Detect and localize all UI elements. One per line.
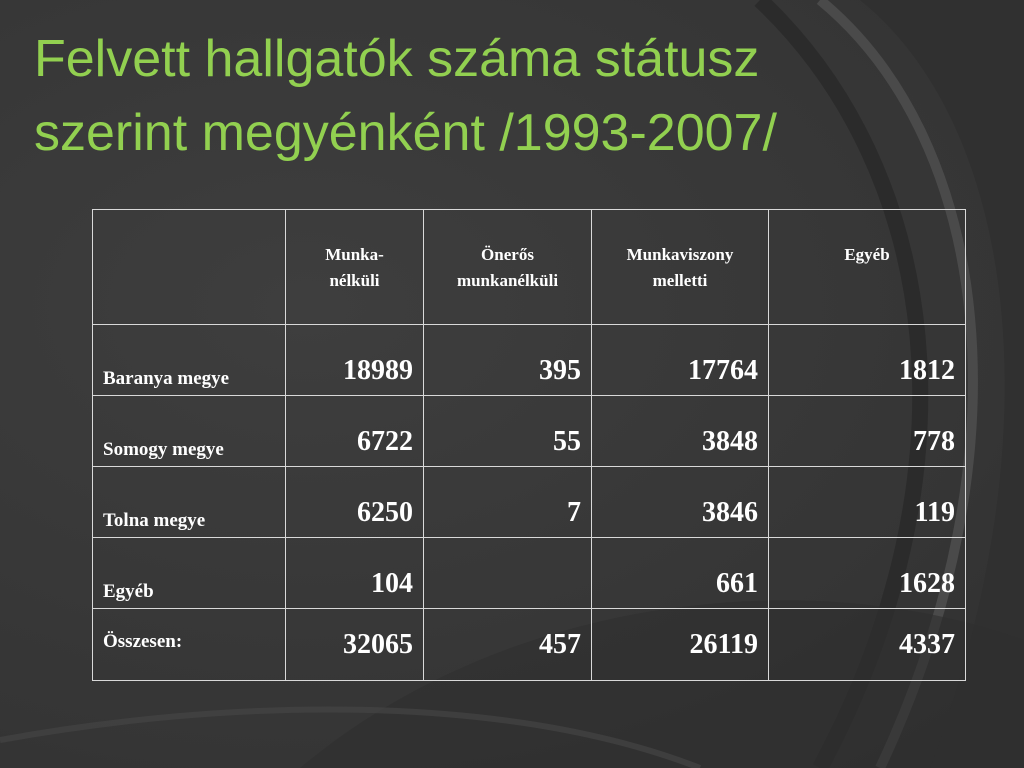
- table-cell: 119: [769, 467, 966, 538]
- table-cell: 1628: [769, 538, 966, 609]
- row-label: Baranya megye: [93, 325, 286, 396]
- column-header-line: melletti: [652, 271, 708, 290]
- statistics-table: [92, 209, 966, 681]
- column-header-munkaviszony-melletti: [592, 210, 769, 325]
- table-cell: 26119: [592, 609, 769, 681]
- table-cell: [424, 538, 592, 609]
- table-row: [93, 467, 966, 538]
- table-cell: 3846: [592, 467, 769, 538]
- table-cell: 18989: [286, 325, 424, 396]
- slide-title-line-2: szerint megyénként /1993-2007/: [34, 104, 777, 162]
- column-header-line: munkanélküli: [456, 271, 559, 290]
- table-row-total: [93, 609, 966, 681]
- table-cell: 32065: [286, 609, 424, 681]
- table-header-row: [93, 210, 966, 325]
- column-header-line: Munkaviszony: [626, 245, 734, 264]
- column-header-onero-munkanelkuli: [424, 210, 592, 325]
- row-label: Egyéb: [93, 538, 286, 609]
- row-label: Somogy megye: [93, 396, 286, 467]
- table-header-corner: [93, 210, 286, 325]
- column-header-munkanelkuli: [286, 210, 424, 325]
- table-cell: 3848: [592, 396, 769, 467]
- table-row: [93, 538, 966, 609]
- table-cell: 457: [424, 609, 592, 681]
- table-row: [93, 325, 966, 396]
- column-header-line: Munka-: [325, 245, 384, 264]
- table-cell: 7: [424, 467, 592, 538]
- table-row: [93, 396, 966, 467]
- slide-title-line-1: Felvett hallgatók száma státusz: [34, 30, 760, 88]
- row-label: Tolna megye: [93, 467, 286, 538]
- table-cell: 395: [424, 325, 592, 396]
- slide-title: [34, 22, 994, 170]
- table-cell: 1812: [769, 325, 966, 396]
- table-cell: 778: [769, 396, 966, 467]
- column-header-line: nélküli: [329, 271, 380, 290]
- table-cell: 4337: [769, 609, 966, 681]
- column-header-egyeb: [769, 210, 966, 325]
- table-cell: 661: [592, 538, 769, 609]
- table-cell: 6250: [286, 467, 424, 538]
- row-label: Összesen:: [93, 609, 286, 681]
- table-cell: 6722: [286, 396, 424, 467]
- column-header-line: Egyéb: [844, 245, 890, 264]
- table-cell: 17764: [592, 325, 769, 396]
- table-cell: 104: [286, 538, 424, 609]
- column-header-line: Önerős: [481, 245, 534, 264]
- table-cell: 55: [424, 396, 592, 467]
